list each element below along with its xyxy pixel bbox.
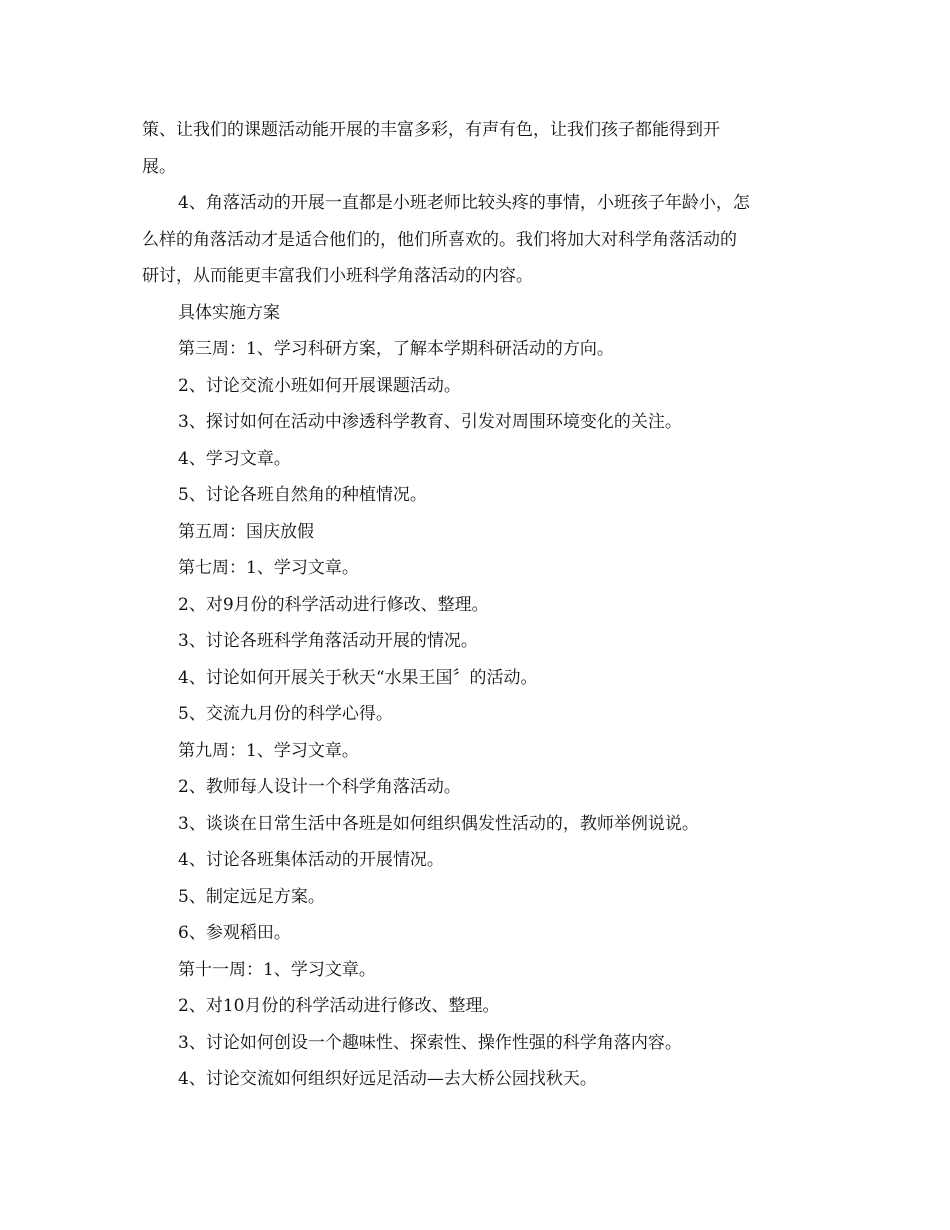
text-line-1: 策、让我们的课题活动能开展的丰富多彩，有声有色，让我们孩子都能得到开 <box>142 120 720 140</box>
text-line-20: 3、谈谈在日常生活中各班是如何组织偶发性活动的，教师举例说说。 <box>178 813 699 834</box>
text-line-9: 3、探讨如何在活动中渗透科学教育、引发对周围环境变化的关注。 <box>178 412 682 432</box>
text-line-26: 3、讨论如何创设一个趣味性、探索性、操作性强的科学角落内容。 <box>178 1032 682 1053</box>
text-line-23: 6、参观稻田。 <box>178 923 291 943</box>
text-line-13: 第七周：1、学习文章。 <box>178 558 359 578</box>
text-line-18: 第九周：1、学习文章。 <box>178 740 359 761</box>
text-line-22: 5、制定远足方案。 <box>178 886 325 907</box>
text-line-12: 第五周：国庆放假 <box>178 521 314 542</box>
text-line-2: 展。 <box>142 156 176 177</box>
text-line-10: 4、学习文章。 <box>178 448 291 469</box>
text-line-17: 5、交流九月份的科学心得。 <box>178 704 393 724</box>
text-line-11: 5、讨论各班自然角的种植情况。 <box>178 485 427 505</box>
text-line-16: 4、讨论如何开展关于秋天“水果王国〞的活动。 <box>178 667 538 688</box>
text-line-25: 2、对10月份的科学活动进行修改、整理。 <box>178 996 500 1016</box>
text-line-4: 么样的角落活动才是适合他们的，他们所喜欢的。我们将加大对科学角落活动的 <box>142 229 737 250</box>
text-line-7: 第三周：1、学习科研方案，了解本学期科研活动的方向。 <box>178 339 614 359</box>
text-line-19: 2、教师每人设计一个科学角落活动。 <box>178 777 461 797</box>
text-line-15: 3、讨论各班科学角落活动开展的情况。 <box>178 631 478 651</box>
section-heading: 具体实施方案 <box>178 302 280 323</box>
text-line-24: 第十一周：1、学习文章。 <box>178 959 376 980</box>
text-line-14: 2、对9月份的科学活动进行修改、整理。 <box>178 594 489 615</box>
text-line-8: 2、讨论交流小班如何开展课题活动。 <box>178 375 461 396</box>
text-line-21: 4、讨论各班集体活动的开展情况。 <box>178 850 444 870</box>
text-line-27: 4、讨论交流如何组织好远足活动—去大桥公园找秋天。 <box>178 1069 597 1089</box>
text-line-5: 研讨，从而能更丰富我们小班科学角落活动的内容。 <box>142 266 533 286</box>
text-line-3: 4、角落活动的开展一直都是小班老师比较头疼的事情，小班孩子年龄小，怎 <box>178 193 750 213</box>
document-body <box>142 112 812 1098</box>
